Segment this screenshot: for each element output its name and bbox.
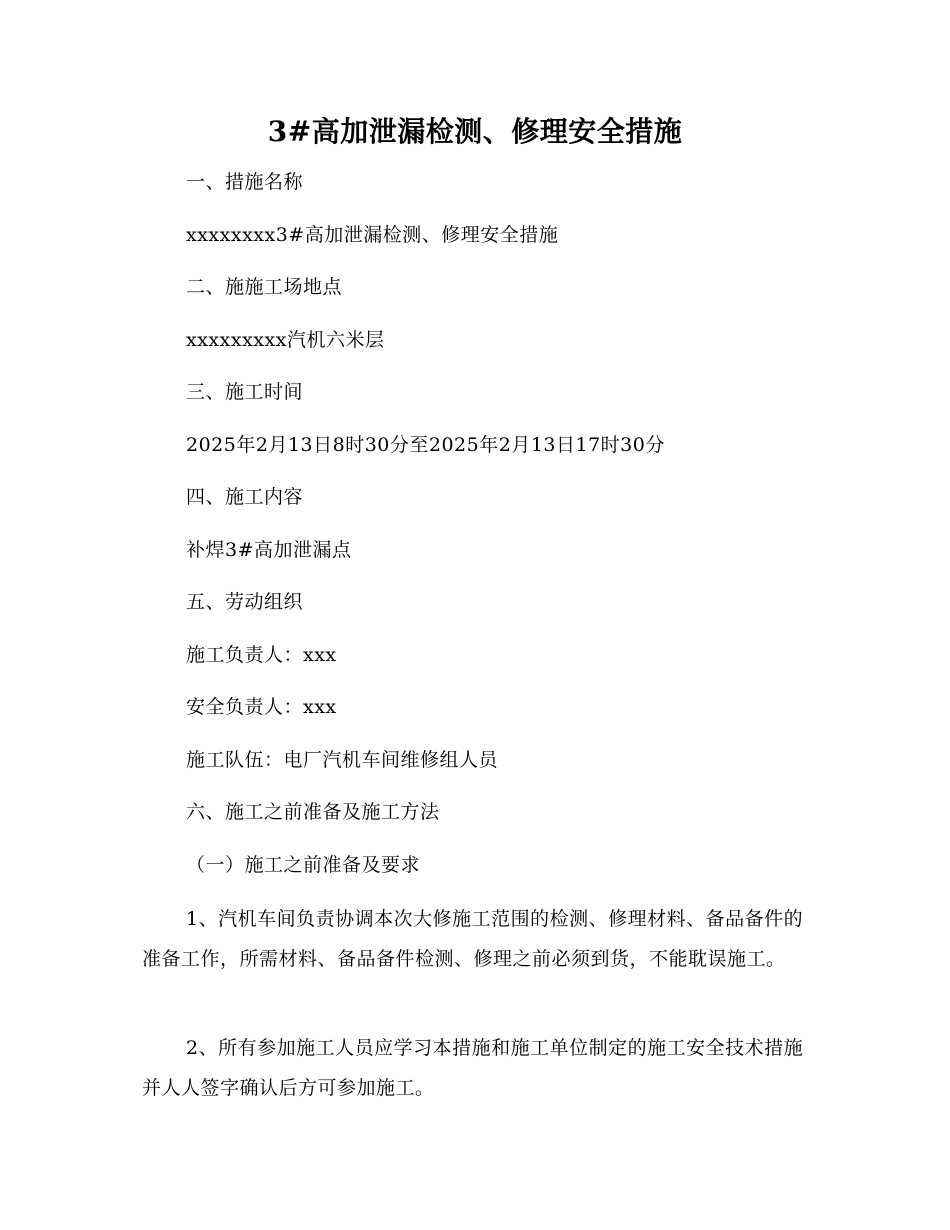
content-text: 补焊3#高加泄漏点	[186, 539, 352, 561]
paragraph-2: 2、所有参加施工人员应学习本措施和施工单位制定的施工安全技术措施并人人签字确认后方可参加施工。	[142, 1037, 804, 1099]
time-text: 2025年2月13日8时30分至2025年2月13日17时30分	[186, 434, 665, 456]
section-heading-site: 二、施施工场地点	[186, 276, 343, 298]
construction-lead: 施工负责人：xxx	[186, 644, 337, 666]
section-heading-labor: 五、劳动组织	[186, 591, 304, 613]
paragraph-1: 1、汽机车间负责协调本次大修施工范围的检测、修理材料、备品备件的准备工作，所需材料、备品备件检测、修理之前必须到货，不能耽误施工。	[142, 908, 804, 970]
section-heading-measure-name: 一、措施名称	[186, 171, 304, 193]
section-heading-time: 三、施工时间	[186, 381, 304, 403]
safety-lead: 安全负责人：xxx	[186, 696, 337, 718]
subsection-heading-preparation: （一）施工之前准备及要求	[186, 854, 421, 876]
section-heading-content: 四、施工内容	[186, 486, 304, 508]
measure-name-text: xxxxxxxx3#高加泄漏检测、修理安全措施	[186, 224, 559, 246]
site-text: xxxxxxxxx汽机六米层	[186, 329, 385, 351]
document-title: 3#高加泄漏检测、修理安全措施	[267, 115, 683, 148]
section-heading-preparation: 六、施工之前准备及施工方法	[186, 801, 440, 823]
construction-team: 施工队伍：电厂汽机车间维修组人员	[186, 749, 499, 771]
